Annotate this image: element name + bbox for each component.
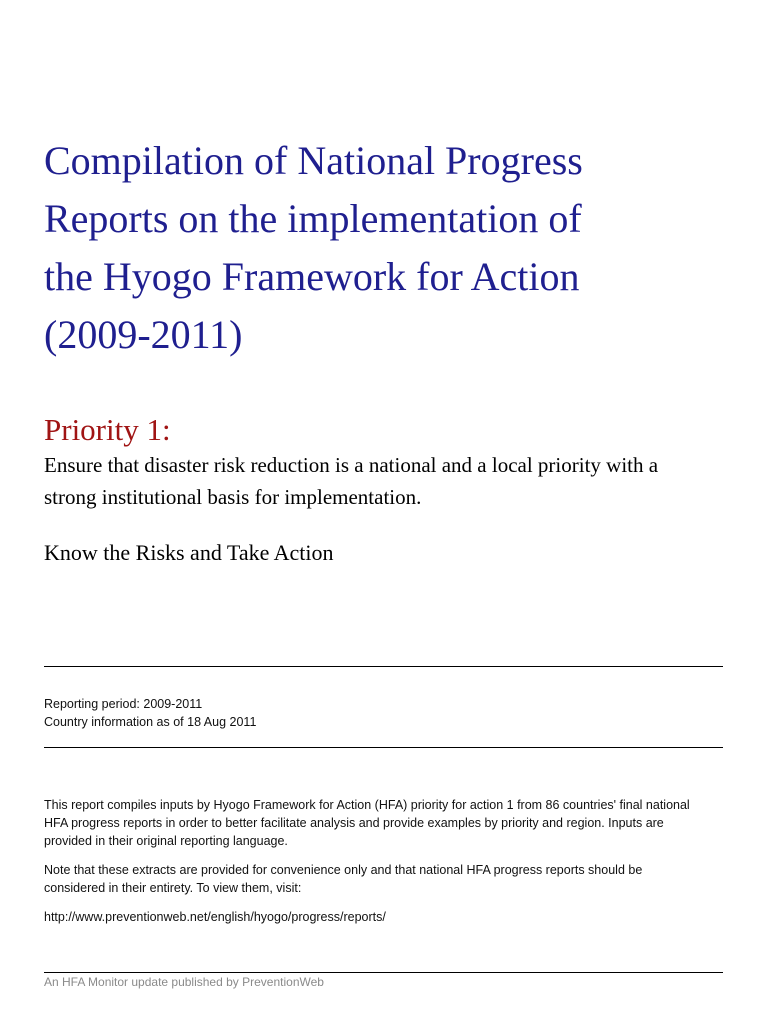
divider-top xyxy=(44,666,723,667)
intro-line: HFA progress reports in order to better facilitate analysis and provide examples by priority and region. Inputs are xyxy=(44,816,664,830)
report-meta xyxy=(44,695,256,731)
tagline: Know the Risks and Take Action xyxy=(44,540,334,565)
reports-url[interactable]: http://www.preventionweb.net/english/hyogo/progress/reports/ xyxy=(44,910,386,924)
priority-heading: Priority 1: xyxy=(44,412,171,447)
title-line: Compilation of National Progress xyxy=(44,138,583,183)
note-line: considered in their entirety. To view them, visit: xyxy=(44,881,302,895)
title-line: (2009-2011) xyxy=(44,312,243,357)
priority-description-line: Ensure that disaster risk reduction is a national and a local priority with a xyxy=(44,453,659,477)
footer-credit: An HFA Monitor update published by PreventionWeb xyxy=(44,975,324,989)
intro-paragraph xyxy=(44,796,734,850)
priority-description-line: strong institutional basis for implementation. xyxy=(44,485,422,509)
note-line: Note that these extracts are provided for convenience only and that national HFA progress reports should be xyxy=(44,863,643,877)
title-line: the Hyogo Framework for Action xyxy=(44,254,580,299)
intro-line: This report compiles inputs by Hyogo Framework for Action (HFA) priority for action 1 from 86 countries' final national xyxy=(44,798,690,812)
title-line: Reports on the implementation of xyxy=(44,196,582,241)
priority-description xyxy=(44,449,744,513)
country-info-date: Country information as of 18 Aug 2011 xyxy=(44,715,257,729)
document-title xyxy=(44,132,744,364)
note-paragraph xyxy=(44,861,734,897)
intro-line: provided in their original reporting language. xyxy=(44,834,288,848)
divider-middle xyxy=(44,747,723,748)
divider-bottom xyxy=(44,972,723,973)
reporting-period: Reporting period: 2009-2011 xyxy=(44,697,203,711)
reports-link[interactable] xyxy=(44,908,734,926)
